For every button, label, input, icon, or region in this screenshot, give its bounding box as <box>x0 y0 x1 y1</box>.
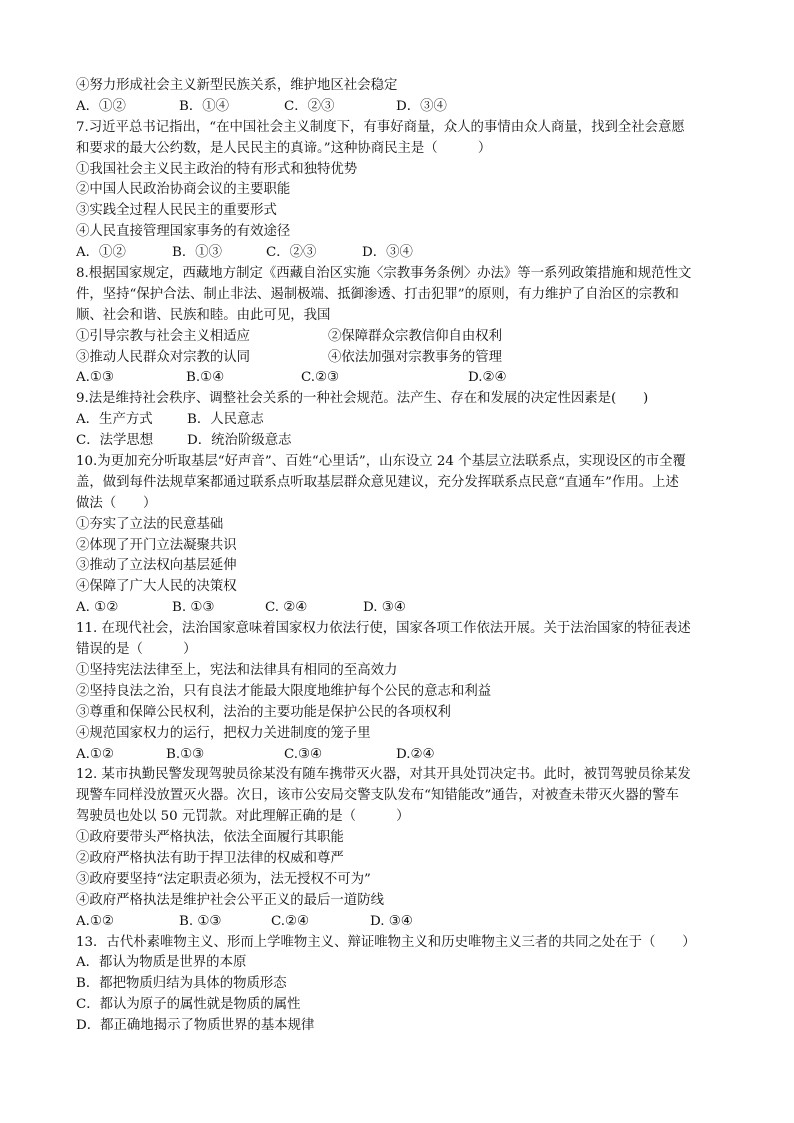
q12-stem: 驾驶员也处以 50 元罚款。对此理解正确的是（ ） <box>76 809 410 825</box>
q10-item: ②体现了开门立法凝聚共识 <box>76 537 237 553</box>
q7-item: ②中国人民政治协商会议的主要职能 <box>76 182 291 198</box>
q7-item: ③实践全过程人民民主的重要形式 <box>76 203 277 219</box>
q10-item: ③推动了立法权向基层延伸 <box>76 558 237 574</box>
option-d: D.②④ <box>468 370 507 386</box>
option-a: A.①③ <box>76 370 114 386</box>
q10-item: ④保障了广大人民的决策权 <box>76 579 237 595</box>
q12-item: ②政府严格执法有助于捍卫法律的权威和尊严 <box>76 850 344 866</box>
q8-item: ②保障群众宗教信仰自由权利 <box>328 328 503 344</box>
q13-stem: 13．古代朴素唯物主义、形而上学唯物主义、辩证唯物主义和历史唯物主义三者的共同之处在于（ ） <box>76 934 696 950</box>
q9-stem: 9.法是维持社会秩序、调整社会关系的一种社会规范。法产生、存在和发展的决定性因素是( ) <box>76 391 649 407</box>
q10-stem: 10.为更加充分听取基层“好声音”、百姓“心里话”，山东设立 24 个基层立法联系点，实现设区的市全覆 <box>76 454 686 470</box>
q7-stem: 和要求的最大公约数，是人民民主的真谛。”这种协商民主是（ ） <box>76 140 492 156</box>
q12-stem: 现警车同样没放置灭火器。次日，该市公安局交警支队发布“知错能改”通告，对被查未带灭火器的警车 <box>76 788 679 804</box>
q12-stem: 12. 某市执勤民警发现驾驶员徐某没有随车携带灭火器，对其开具处罚决定书。此时，被罚驾驶员徐某发 <box>76 767 691 783</box>
q11-options <box>76 745 724 766</box>
option-c: C．②③ <box>266 245 317 261</box>
option-b: B.①③ <box>166 746 205 762</box>
option-c: C.②③ <box>301 370 340 386</box>
option-a: A．①② <box>76 98 126 114</box>
option-c: C.②④ <box>271 913 310 929</box>
q10-stem: 盖，做到每件法规草案都通过联系点听取基层群众意见建议，充分发挥联系点民意“直通车”作用。上述 <box>76 474 679 490</box>
q8-items-row <box>76 348 724 369</box>
option-c: C. ②④ <box>265 600 308 616</box>
q8-stem: 顺、社会和谐、民族和睦。由此可见，我国 <box>76 307 331 323</box>
q7-item: ④人民直接管理国家事务的有效途径 <box>76 224 291 240</box>
q7-item: ①我国社会主义民主政治的特有形式和独特优势 <box>76 161 358 177</box>
q11-item: ④规范国家权力的运行，把权力关进制度的笼子里 <box>76 725 371 741</box>
q10-stem: 做法（ ） <box>76 495 157 511</box>
option-d: D．统治阶级意志 <box>187 433 292 449</box>
item-4: ④努力形成社会主义新型民族关系，维护地区社会稳定 <box>76 78 398 93</box>
option-d: D. ③④ <box>363 600 406 616</box>
option-c: C．②③ <box>284 98 335 114</box>
option-b: B.①④ <box>186 370 225 386</box>
q8-item: ④依法加强对宗教事务的管理 <box>328 349 503 365</box>
option-b: B．①④ <box>179 98 230 114</box>
q11-stem: 错误的是（ ） <box>76 642 197 658</box>
option-a: A．生产方式 <box>76 412 153 428</box>
q11-item: ①坚持宪法法律至上，宪法和法律具有相同的至高效力 <box>76 662 398 678</box>
q12-item: ④政府严格执法是维护社会公平正义的最后一道防线 <box>76 892 384 908</box>
option-d: D.②④ <box>396 746 435 762</box>
option-b: B. ①③ <box>172 600 215 616</box>
option-a: A.①② <box>76 746 114 762</box>
q9-options <box>76 410 724 431</box>
q12-item: ①政府要带头严格执法，依法全面履行其职能 <box>76 830 344 846</box>
option-d: D．③④ <box>396 98 447 114</box>
q9-options <box>76 431 724 452</box>
q8-options <box>76 368 724 389</box>
q10-item: ①夯实了立法的民意基础 <box>76 516 224 532</box>
q8-item: ①引导宗教与社会主义相适应 <box>76 328 251 344</box>
option-c: C．法学思想 <box>76 433 154 449</box>
option-a: A.①② <box>76 913 114 929</box>
option-a: A. ①② <box>76 600 119 616</box>
q13-option: B．都把物质归结为具体的物质形态 <box>76 976 287 992</box>
q12-options <box>76 912 724 933</box>
q12-item: ③政府要坚持“法定职责必须为，法无授权不可为” <box>76 871 371 887</box>
q7-options <box>76 243 724 264</box>
option-b: B．人民意志 <box>187 412 264 428</box>
options-row <box>76 97 724 118</box>
option-b: B. ①③ <box>179 913 222 929</box>
q13-option: D．都正确地揭示了物质世界的基本规律 <box>76 1018 315 1034</box>
q11-stem: 11. 在现代社会，法治国家意味着国家权力依法行使，国家各项工作依法开展。关于法治国家的特征表述 <box>76 621 691 637</box>
q8-items-row <box>76 327 724 348</box>
option-d: D. ③④ <box>370 913 413 929</box>
q8-stem: 8.根据国家规定，西藏地方制定《西藏自治区实施〈宗教事务条例〉办法》等一系列政策措施和规范性文 <box>76 266 692 282</box>
q7-stem: 7.习近平总书记指出，“在中国社会主义制度下，有事好商量，众人的事情由众人商量，找到全社会意愿 <box>76 119 685 135</box>
option-a: A．①② <box>76 245 126 261</box>
exam-page <box>76 76 724 1037</box>
q13-option: C．都认为原子的属性就是物质的属性 <box>76 997 301 1013</box>
option-d: D．③④ <box>362 245 413 261</box>
q8-item: ③推动人民群众对宗教的认同 <box>76 349 251 365</box>
q11-item: ②坚持良法之治，只有良法才能最大限度地维护每个公民的意志和利益 <box>76 683 492 699</box>
q11-item: ③尊重和保障公民权利，法治的主要功能是保护公民的各项权利 <box>76 704 451 720</box>
option-b: B．①③ <box>172 245 223 261</box>
q10-options <box>76 598 724 619</box>
option-c: C.③④ <box>284 746 323 762</box>
q8-stem: 件，坚持“保护合法、制止非法、遏制极端、抵御渗透、打击犯罪”的原则，有力维护了自治区的宗教和 <box>76 286 679 302</box>
q13-option: A．都认为物质是世界的本原 <box>76 955 247 971</box>
